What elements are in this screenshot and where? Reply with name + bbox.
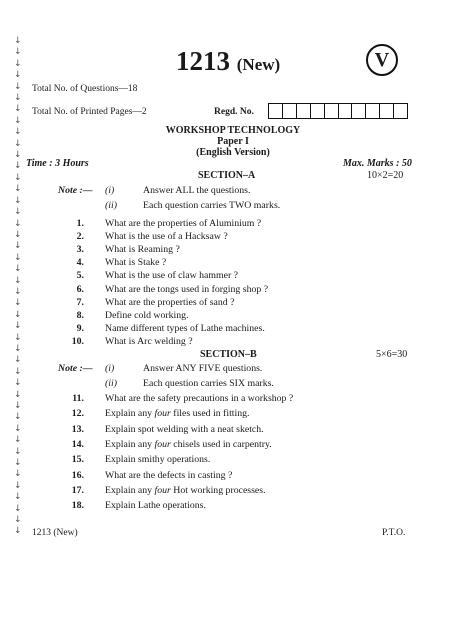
note-text: Each question carries TWO marks. xyxy=(143,200,281,211)
question-number: 14. xyxy=(71,438,84,450)
question-number: 11. xyxy=(72,393,84,404)
question-number: 5. xyxy=(76,270,84,282)
question-text: Explain Lathe operations. xyxy=(105,500,206,512)
question-number: 2. xyxy=(76,231,84,243)
question-text xyxy=(105,439,272,450)
section-b-marks: 5×6=30 xyxy=(376,349,408,360)
section-a-heading: SECTION–A xyxy=(198,170,256,181)
version-label: (English Version) xyxy=(196,147,270,158)
total-questions: Total No. of Questions—18 xyxy=(32,84,138,94)
regd-label: Regd. No. xyxy=(214,107,254,117)
question-text: What is Arc welding ? xyxy=(105,335,193,347)
question-text: What are the properties of Aluminium ? xyxy=(105,218,262,229)
section-b-heading: SECTION–B xyxy=(200,349,257,360)
question-number: 9. xyxy=(76,322,84,334)
question-number: 15. xyxy=(71,454,84,466)
section-a-marks: 10×2=20 xyxy=(367,170,404,181)
paper-code-number: 1213 xyxy=(176,46,230,76)
question-number: 18. xyxy=(71,500,84,512)
question-text: What are the defects in casting ? xyxy=(105,469,233,481)
question-text: Name different types of Lathe machines. xyxy=(105,322,265,334)
question-number: 1. xyxy=(76,218,84,229)
question-text-emphasis: four xyxy=(154,484,171,496)
question-number: 17. xyxy=(71,484,84,496)
version-circle-badge: V xyxy=(366,44,398,76)
question-text: What is Reaming ? xyxy=(105,244,180,256)
question-text xyxy=(105,408,250,419)
note-text: Each question carries SIX marks. xyxy=(143,378,274,389)
paper-code xyxy=(176,46,280,77)
question-number: 7. xyxy=(76,296,84,308)
question-text-post: Hot working processes. xyxy=(170,484,266,496)
question-number: 16. xyxy=(71,469,84,481)
question-number: 3. xyxy=(76,244,84,256)
question-text: Explain smithy operations. xyxy=(105,454,211,466)
time-label: Time : 3 Hours xyxy=(26,158,89,169)
question-text: Explain spot welding with a neat sketch. xyxy=(105,423,264,435)
question-number: 10. xyxy=(71,335,84,347)
question-text-pre: Explain any xyxy=(105,408,155,420)
question-number: 4. xyxy=(76,257,84,269)
question-number: 13. xyxy=(71,423,84,435)
note-marker: (i) xyxy=(105,363,115,374)
question-text-post: files used in fitting. xyxy=(170,408,250,420)
regd-number-boxes xyxy=(268,103,408,119)
footer-paper-code: 1213 (New) xyxy=(32,528,78,538)
max-marks-label: Max. Marks : 50 xyxy=(343,158,412,169)
question-text: What is Stake ? xyxy=(105,257,167,269)
margin-arrow-strip: ↓ ↓ ↓ ↓ ↓ ↓ ↓ ↓ ↓ ↓ ↓ ↓ ↓ ↓ ↓ ↓ ↓ ↓ ↓ ↓ ↓ ↓ ↓ ↓ ↓ ↓ ↓ ↓ ↓ ↓ ↓ ↓ ↓ ↓ ↓ ↓ ↓ ↓ ↓ ↓ ↓ ↓ ↓ ↓ xyxy=(14,36,22,537)
question-text: What are the safety precautions in a workshop ? xyxy=(105,393,294,404)
note-marker: (i) xyxy=(105,185,115,196)
section-a-note-label: Note :— xyxy=(58,185,93,196)
question-number: 6. xyxy=(76,283,84,295)
footer-pto: P.T.O. xyxy=(382,528,406,538)
question-text: What is the use of a Hacksaw ? xyxy=(105,231,228,243)
question-text: What are the tongs used in forging shop ? xyxy=(105,283,269,295)
paper-code-suffix: (New) xyxy=(236,55,281,74)
note-text: Answer ANY FIVE questions. xyxy=(143,363,263,374)
question-text-emphasis: four xyxy=(154,408,171,420)
question-number: 12. xyxy=(71,408,84,420)
note-text: Answer ALL the questions. xyxy=(143,185,251,196)
question-text-emphasis: four xyxy=(154,438,171,450)
note-marker: (ii) xyxy=(105,200,117,211)
question-text: What are the properties of sand ? xyxy=(105,296,235,308)
question-text-pre: Explain any xyxy=(105,438,155,450)
question-text-post: chisels used in carpentry. xyxy=(170,438,272,450)
question-number: 8. xyxy=(76,309,84,321)
paper-number: Paper I xyxy=(217,136,249,147)
question-text-pre: Explain any xyxy=(105,484,155,496)
subject-title: WORKSHOP TECHNOLOGY xyxy=(165,125,301,136)
total-pages: Total No. of Printed Pages—2 xyxy=(32,107,147,117)
note-marker: (ii) xyxy=(105,378,117,389)
question-text: What is the use of claw hammer ? xyxy=(105,270,239,282)
question-text xyxy=(105,485,266,496)
section-b-note-label: Note :— xyxy=(58,363,93,374)
question-text: Define cold working. xyxy=(105,309,189,321)
